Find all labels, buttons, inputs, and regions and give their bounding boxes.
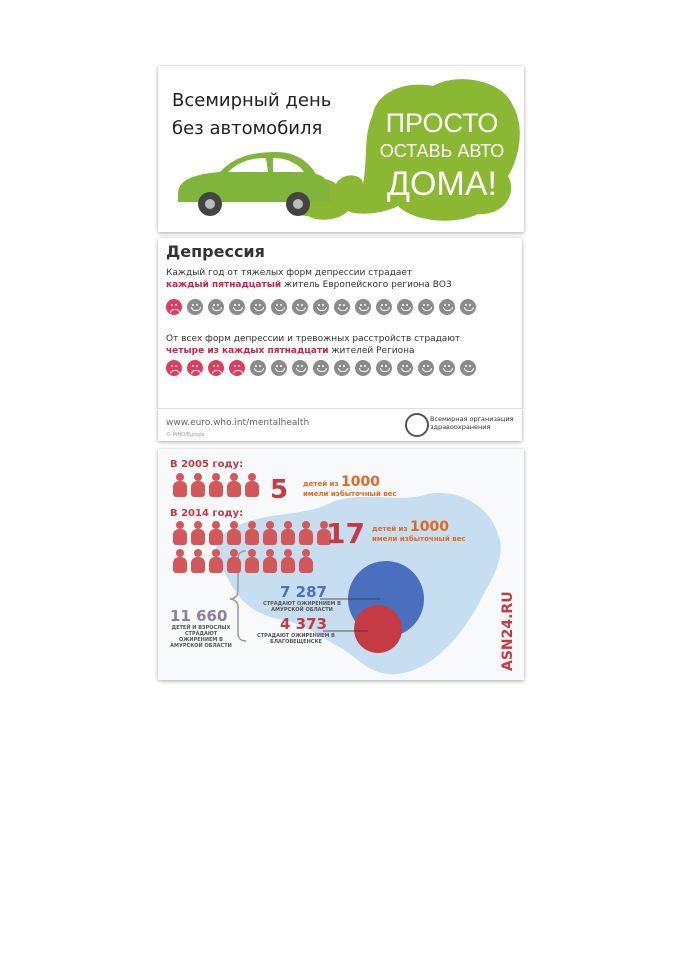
- sad-face-icon: [166, 360, 182, 376]
- label-2005-b: имели избыточный вес: [303, 490, 397, 498]
- person-icon: [226, 549, 242, 573]
- total-count: 11 660: [170, 607, 228, 625]
- person-icon: [226, 473, 242, 497]
- depression-row1-line2: [166, 280, 452, 290]
- person-icon: [262, 549, 278, 573]
- region-cap-2: АМУРСКОЙ ОБЛАСТИ: [271, 607, 333, 613]
- total-cap-3: ОЖИРЕНИЕМ В: [179, 637, 223, 643]
- who-name-line2: здравоохранения: [430, 423, 491, 431]
- person-icon: [244, 473, 260, 497]
- neutral-face-icon: [229, 299, 245, 315]
- total-caption: [166, 625, 236, 649]
- neutral-face-icon: [334, 299, 350, 315]
- car-free-title-line1: Всемирный день: [172, 90, 332, 111]
- car-free-day-banner: [158, 66, 524, 232]
- year-2014-label: В 2014 году:: [170, 508, 244, 519]
- who-name-line1: Всемирная организация: [430, 415, 514, 423]
- person-icon: [298, 549, 314, 573]
- slogan-line1: ПРОСТО: [385, 108, 499, 138]
- sad-face-icon: [166, 299, 182, 315]
- city-caption: [256, 633, 336, 645]
- depression-row2-line2: [166, 346, 415, 356]
- year-2005-label: В 2005 году:: [170, 459, 244, 470]
- label-2014-k: 1000: [409, 519, 449, 535]
- person-icon: [226, 521, 242, 545]
- neutral-face-icon: [292, 299, 308, 315]
- person-icon: [208, 521, 224, 545]
- people-row-2014-bottom: [172, 549, 314, 573]
- person-icon: [298, 521, 314, 545]
- person-icon: [208, 549, 224, 573]
- region-count: 7 287: [280, 583, 327, 601]
- neutral-face-icon: [439, 299, 455, 315]
- label-2014-a: детей из: [372, 525, 408, 533]
- label-2005-a: детей из: [303, 480, 339, 488]
- neutral-face-icon: [334, 360, 350, 376]
- neutral-face-icon: [355, 360, 371, 376]
- slogan-line2: ОСТАВЬ АВТО: [379, 141, 505, 161]
- total-cap-2: СТРАДАЮТ: [184, 631, 218, 637]
- label-2005-k: 1000: [340, 474, 380, 490]
- label-2014-line1: [372, 519, 449, 535]
- depression-row2-text: От всех форм депрессии и тревожных расстройств страдают: [166, 334, 461, 344]
- neutral-face-icon: [460, 360, 476, 376]
- neutral-face-icon: [292, 360, 308, 376]
- person-icon: [244, 521, 260, 545]
- person-icon: [244, 549, 260, 573]
- region-caption: [262, 601, 342, 613]
- total-cap-4: АМУРСКОЙ ОБЛАСТИ: [170, 643, 232, 649]
- faces-row-2: [166, 360, 476, 376]
- obesity-infographic: [158, 449, 524, 680]
- who-organization-name: [430, 415, 513, 431]
- neutral-face-icon: [187, 299, 203, 315]
- neutral-face-icon: [208, 299, 224, 315]
- person-icon: [172, 473, 188, 497]
- neutral-face-icon: [271, 299, 287, 315]
- person-icon: [190, 473, 206, 497]
- person-icon: [172, 521, 188, 545]
- person-icon: [190, 521, 206, 545]
- asn24-brand: ASN24.RU: [500, 591, 516, 671]
- slogan-line3: ДОМА!: [387, 165, 497, 203]
- neutral-face-icon: [397, 360, 413, 376]
- neutral-face-icon: [397, 299, 413, 315]
- depression-row1-text: Каждый год от тяжелых форм депрессии страдает: [166, 268, 413, 278]
- car-free-title-line2: без автомобиля: [172, 118, 323, 139]
- depression-row2-highlight: четыре из каждых пятнадцати: [166, 346, 329, 356]
- depression-row1-highlight: каждый пятнадцатый: [166, 280, 282, 290]
- neutral-face-icon: [313, 299, 329, 315]
- neutral-face-icon: [355, 299, 371, 315]
- city-cap-2: БЛАГОВЕЩЕНСКЕ: [270, 639, 322, 645]
- sad-face-icon: [187, 360, 203, 376]
- count-2005: 5: [270, 475, 289, 505]
- label-2005-line1: [303, 474, 380, 490]
- person-icon: [280, 549, 296, 573]
- depression-row1-rest: житель Европейского региона ВОЗ: [281, 280, 452, 290]
- sad-face-icon: [229, 360, 245, 376]
- person-icon: [262, 521, 278, 545]
- neutral-face-icon: [250, 299, 266, 315]
- neutral-face-icon: [460, 299, 476, 315]
- region-cap-1: СТРАДАЮТ ОЖИРЕНИЕМ В: [263, 601, 341, 607]
- neutral-face-icon: [418, 299, 434, 315]
- person-icon: [190, 549, 206, 573]
- person-icon: [172, 549, 188, 573]
- neutral-face-icon: [439, 360, 455, 376]
- who-url-link[interactable]: www.euro.who.int/mentalhealth: [166, 418, 310, 428]
- total-cap-1: ДЕТЕЙ И ВЗРОСЛЫХ: [171, 625, 231, 631]
- people-row-2005: [172, 473, 260, 497]
- people-row-2014-top: [172, 521, 332, 545]
- depression-infographic: [158, 238, 522, 441]
- city-cap-1: СТРАДАЮТ ОЖИРЕНИЕМ В: [257, 633, 335, 639]
- neutral-face-icon: [376, 299, 392, 315]
- neutral-face-icon: [250, 360, 266, 376]
- city-count: 4 373: [280, 615, 327, 633]
- faces-row-1: [166, 299, 476, 315]
- neutral-face-icon: [313, 360, 329, 376]
- depression-row2-rest: жителей Региона: [328, 346, 415, 356]
- sad-face-icon: [208, 360, 224, 376]
- neutral-face-icon: [376, 360, 392, 376]
- footer-divider: [158, 408, 522, 409]
- count-2014: 17: [326, 517, 365, 550]
- who-emblem-icon: [405, 413, 429, 437]
- person-icon: [208, 473, 224, 497]
- copyright-text: © WHO/Europe: [166, 432, 205, 438]
- label-2014-b: имели избыточный вес: [372, 535, 466, 543]
- person-icon: [280, 521, 296, 545]
- neutral-face-icon: [418, 360, 434, 376]
- depression-title: Депрессия: [166, 242, 265, 261]
- neutral-face-icon: [271, 360, 287, 376]
- city-circle: [354, 605, 402, 653]
